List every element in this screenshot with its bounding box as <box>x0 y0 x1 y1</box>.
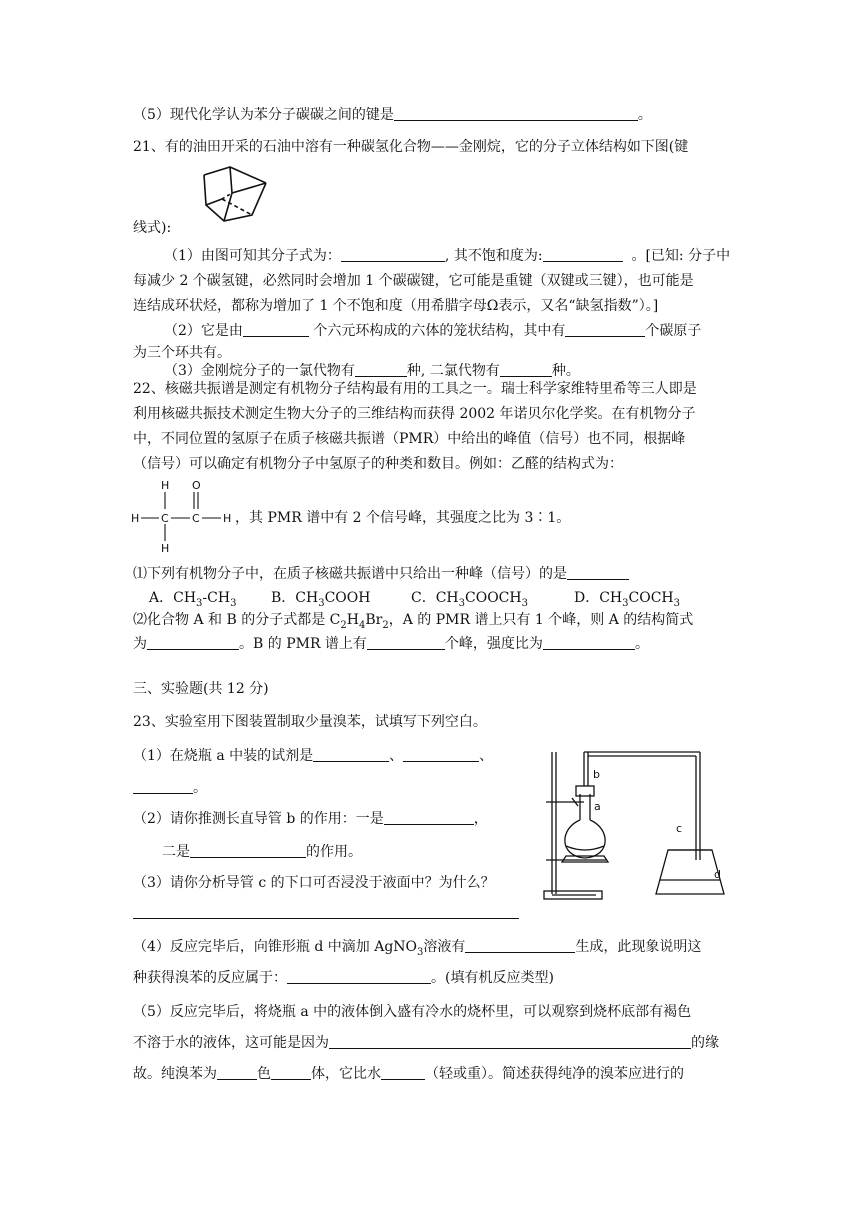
q23-4-line: （4）反应完毕后，向锥形瓶 d 中滴加 AgNO$_3$溶液有 生成，此现象说明这 <box>133 939 702 958</box>
q23-5-line2: 不溶于水的液体，这可能是因为 的缘 <box>133 1035 719 1051</box>
acetaldehyde-structure <box>131 478 249 554</box>
answer-blank[interactable] <box>313 747 389 762</box>
svg-text:b: b <box>593 768 600 781</box>
answer-blank[interactable] <box>381 1065 425 1080</box>
q22-line2: 利用核磁共振技术测定生物大分子的三维结构而获得 2002 年诺贝尔化学奖。在有机物分子 <box>133 406 696 422</box>
q22-option-c[interactable]: C．$CH_3COOCH_3$ <box>411 590 528 609</box>
q21-intro: 21、有的油田开采的石油中溶有一种碳氢化合物——金刚烷，它的分子立体结构如下图(键 <box>133 139 689 155</box>
q22-line1: 22、核磁共振谱是测定有机物分子结构最有用的工具之一。瑞士科学家维特里希等三人即是 <box>133 381 697 397</box>
q23-2-line2: 二是 的作用。 <box>162 844 362 860</box>
q23-5-line3: 故。纯溴苯为 色 体，它比水 （轻或重）。简述获得纯净的溴苯应进行的 <box>133 1066 684 1082</box>
svg-text:O: O <box>192 479 201 492</box>
q23-5-line: （5）反应完毕后，将烧瓶 a 中的液体倒入盛有冷水的烧杯里，可以观察到烧杯底部有褐色 <box>133 1004 692 1020</box>
q23-intro: 23、实验室用下图装置制取少量溴苯，试填写下列空白。 <box>133 714 487 730</box>
q22-option-a[interactable]: A．$CH_3-CH_3$ <box>149 590 237 609</box>
q22-s2-line2: 为 。B 的 PMR 谱上有 个峰，强度比为 。 <box>133 636 649 652</box>
svg-text:c: c <box>676 822 683 835</box>
answer-blank[interactable] <box>567 565 629 580</box>
svg-text:H: H <box>223 512 232 525</box>
answer-blank[interactable] <box>190 843 306 858</box>
q23-1-line: （1）在烧瓶 a 中装的试剂是 、 、 <box>133 748 494 764</box>
q22-s1: ⑴下列有机物分子中，在质子核磁共振谱中只给出一种峰（信号）的是 <box>133 564 629 584</box>
svg-text:C: C <box>192 512 200 525</box>
answer-blank[interactable] <box>465 938 575 953</box>
q21-3-line: （3）金刚烷分子的一氯代物有 种, 二氯代物有 种。 <box>164 363 580 379</box>
answer-blank[interactable] <box>147 635 239 650</box>
answer-blank[interactable] <box>287 969 431 984</box>
svg-text:H: H <box>161 542 170 555</box>
q21-1-line: （1）由图可知其分子式为： , 其不饱和度为: 。[已知: 分子中 <box>164 248 731 264</box>
answer-blank[interactable] <box>217 1065 257 1080</box>
q21-2-line: （2）它是由 个六元环构成的六体的笼状结构，其中有 个碳原子 <box>164 323 702 339</box>
answer-blank[interactable] <box>367 635 445 650</box>
svg-text:C: C <box>161 512 169 525</box>
answer-line[interactable] <box>133 918 519 919</box>
answer-blank[interactable] <box>355 362 407 377</box>
answer-blank[interactable] <box>403 747 479 762</box>
q22-option-b[interactable]: B．$CH_3COOH$ <box>271 590 371 609</box>
q21-1-line3: 连结成环状烃，都称为增加了 1 个不饱和度（用希腊字母Ω表示，又名“缺氢指数”）。] <box>133 298 659 314</box>
q22-line4: （信号）可以确定有机物分子中氢原子的种类和数目。例如：乙醛的结构式为： <box>133 456 623 472</box>
answer-blank[interactable] <box>543 247 623 262</box>
adamantane-diagram <box>196 165 276 230</box>
q23-4-line2: 种获得溴苯的反应属于： 。(填有机反应类型) <box>133 970 554 986</box>
q21-2-line2: 为三个环共有。 <box>133 345 231 361</box>
answer-blank[interactable] <box>133 779 193 794</box>
answer-blank[interactable] <box>500 362 552 377</box>
answer-blank[interactable] <box>565 322 645 337</box>
section-title: 三、实验题(共 12 分) <box>133 681 269 697</box>
svg-text:H: H <box>131 512 140 525</box>
answer-blank[interactable] <box>243 322 309 337</box>
answer-blank[interactable] <box>341 247 445 262</box>
q21-1-line2: 每减少 2 个碳氢键，必然同时会增加 1 个碳碳键，它可能是重键（双键或三键），也可能是 <box>133 273 694 289</box>
q23-1-line2: 。 <box>133 778 207 798</box>
q22-pmr-text: ，其 PMR 谱中有 2 个信号峰，其强度之比为 3∶1。 <box>235 510 571 526</box>
q23-3-line: （3）请你分析导管 c 的下口可否浸没于液面中？为什么？ <box>133 875 495 891</box>
svg-text:H: H <box>161 479 170 492</box>
bromobenzene-apparatus <box>536 748 736 908</box>
q20-5-line: （5）现代化学认为苯分子碳碳之间的键是 。 <box>133 107 652 123</box>
answer-blank[interactable] <box>543 635 635 650</box>
q23-2-line: （2）请你推测长直导管 b 的作用：一是 ， <box>133 811 488 827</box>
answer-blank[interactable] <box>394 106 638 121</box>
answer-blank[interactable] <box>329 1034 691 1049</box>
svg-text:d: d <box>714 868 721 881</box>
q21-intro2: 线式): <box>133 220 172 236</box>
svg-text:a: a <box>594 800 601 813</box>
q22-option-d[interactable]: D．$CH_3COCH_3$ <box>574 590 681 609</box>
answer-blank[interactable] <box>384 810 474 825</box>
q22-line3: 中，不同位置的氢原子在质子核磁共振谱（PMR）中给出的峰值（信号）也不同，根据峰 <box>133 431 686 447</box>
q22-s2: ⑵化合物 A 和 B 的分子式都是 $C_2H_4Br_2$，A 的 PMR 谱上只有 1 个峰，则 A 的结构简式 <box>133 612 694 631</box>
answer-blank[interactable] <box>271 1065 311 1080</box>
